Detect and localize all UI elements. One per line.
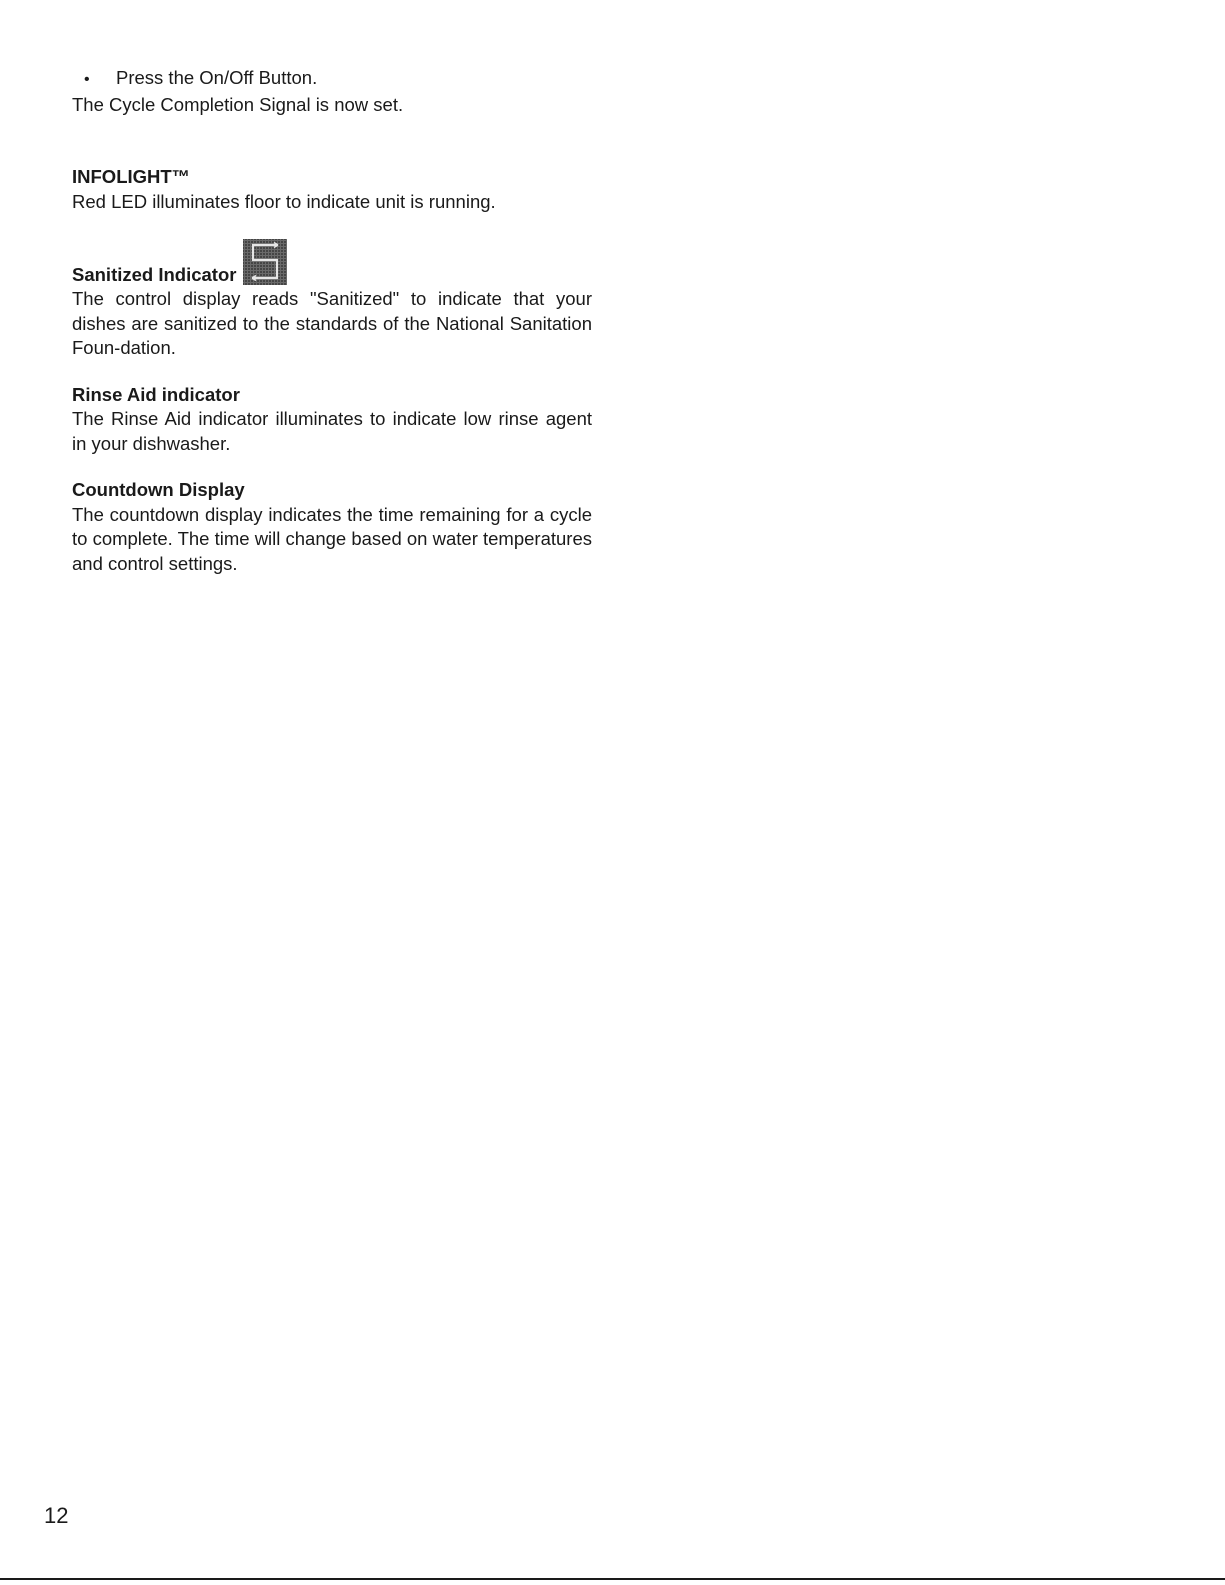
bottom-rule [0,1578,1225,1580]
page-content [72,66,592,576]
bullet-item [72,66,592,93]
rinse-aid-heading: Rinse Aid indicator [72,383,240,405]
bullet-text: Press the On/Off Button. [116,67,318,88]
sanitized-body: The control display reads "Sanitized" to indicate that your dishes are sanitized to the standards of the National Sanitation Foun-dation. [72,288,592,358]
infolight-heading: INFOLIGHT™ [72,166,191,187]
rinse-aid-section [72,383,592,457]
sanitized-section [72,238,592,361]
bullet-symbol: • [84,71,90,88]
countdown-heading: Countdown Display [72,479,245,500]
infolight-section [72,165,592,214]
rinse-aid-body: The Rinse Aid indicator illuminates to indicate low rinse agent in your dishwasher. [72,408,592,454]
infolight-body: Red LED illuminates floor to indicate unit is running. [72,190,496,212]
cycle-completion-note: The Cycle Completion Signal is now set. [72,93,404,115]
sanitized-heading: Sanitized Indicator [72,263,237,285]
countdown-section [72,478,592,576]
countdown-body: The countdown display indicates the time remaining for a cycle to complete. The time will change based on water temperatures and control settings. [72,503,592,574]
page-number: 12 [44,1503,69,1528]
sanitized-s-icon [242,238,288,286]
sanitized-heading-row [72,238,592,287]
